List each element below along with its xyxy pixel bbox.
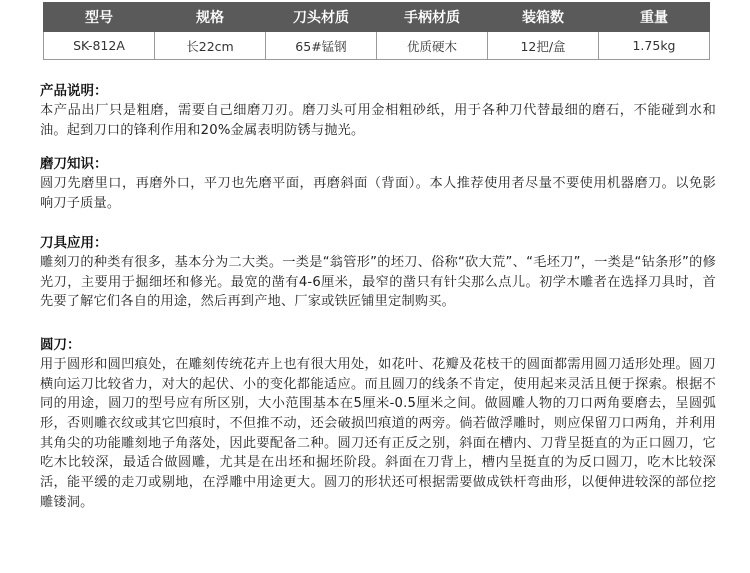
header-blade-material: 刀头材质 bbox=[266, 3, 377, 32]
cell-weight: 1.75kg bbox=[599, 32, 710, 60]
section-sharpening-knowledge bbox=[40, 155, 716, 213]
section-body: 用于圆形和圆凹痕处，在雕刻传统花卉上也有很大用处，如花叶、花瓣及花枝干的圆面都需用圆刀适形处理。圆刀横向运刀比较省力，对大的起伏、小的变化都能适应。而且圆刀的线条不肯定，使用起来灵活且便于探索。根据不同的用途，圆刀的型号应有所区别，大小范围基本在5厘米-0.5厘米之间。做圆雕人物的刀口两角要磨去，呈圆弧形，否则雕衣纹或其它凹痕时，不但推不动，还会破损凹痕道的两旁。倘若做浮雕时，则应保留刀口两角，并利用其角尖的功能雕刻地子角落处，因此要配备二种。圆刀还有正反之别，斜面在槽内、刀背呈挺直的为正口圆刀，它吃木比较深，最适合做圆雕，尤其是在出坯和掘坯阶段。斜面在刀背上，槽内呈挺直的为反口圆刀，吃木比较深活，能平缓的走刀或剔地，在浮雕中用途更大。圆刀的形状还可根据需要做成铁杆弯曲形，以便伸进较深的部位挖雕镂洞。 bbox=[40, 356, 716, 510]
table-row bbox=[44, 32, 710, 60]
spec-table-header-row bbox=[44, 3, 710, 32]
header-weight: 重量 bbox=[599, 3, 710, 32]
spec-table bbox=[43, 2, 710, 60]
section-body: 本产品出厂只是粗磨，需要自己细磨刀刃。磨刀头可用金相粗砂纸，用于各种刀代替最细的磨石，不能碰到水和油。起到刀口的锋利作用和20%金属表明防锈与抛光。 bbox=[40, 103, 716, 138]
header-spec: 规格 bbox=[155, 3, 266, 32]
section-body: 圆刀先磨里口，再磨外口，平刀也先磨平面，再磨斜面（背面）。本人推荐使用者尽量不要使用机器磨刀。以免影响刀子质量。 bbox=[40, 176, 716, 212]
header-model: 型号 bbox=[44, 3, 155, 32]
cell-model: SK-812A bbox=[44, 32, 155, 60]
cell-pack-count: 12把/盒 bbox=[488, 32, 599, 60]
section-tool-application bbox=[40, 234, 716, 312]
header-handle-material: 手柄材质 bbox=[377, 3, 488, 32]
cell-blade-material: 65#锰钢 bbox=[266, 32, 377, 60]
description-content bbox=[40, 82, 716, 526]
section-title: 产品说明： bbox=[40, 83, 108, 99]
section-title: 圆刀： bbox=[40, 336, 81, 353]
section-title: 磨刀知识： bbox=[40, 156, 108, 173]
section-title: 刀具应用： bbox=[40, 234, 108, 251]
cell-handle-material: 优质硬木 bbox=[377, 32, 488, 60]
section-product-description bbox=[40, 82, 716, 140]
section-body: 雕刻刀的种类有很多，基本分为二大类。一类是“翁管形”的坯刀、俗称“砍大荒”、“毛坯刀”，一类是“钻条形”的修光刀，主要用于掘细坯和修光。最宽的凿有4-6厘米，最窄的凿只有针尖那么点儿。初学木雕者在选择刀具时，首先要了解它们各自的用途，然后再到产地、厂家或铁匠铺里定制购买。 bbox=[40, 254, 716, 310]
cell-spec: 长22cm bbox=[155, 32, 266, 60]
section-round-knife bbox=[40, 336, 716, 513]
header-pack-count: 装箱数 bbox=[488, 3, 599, 32]
